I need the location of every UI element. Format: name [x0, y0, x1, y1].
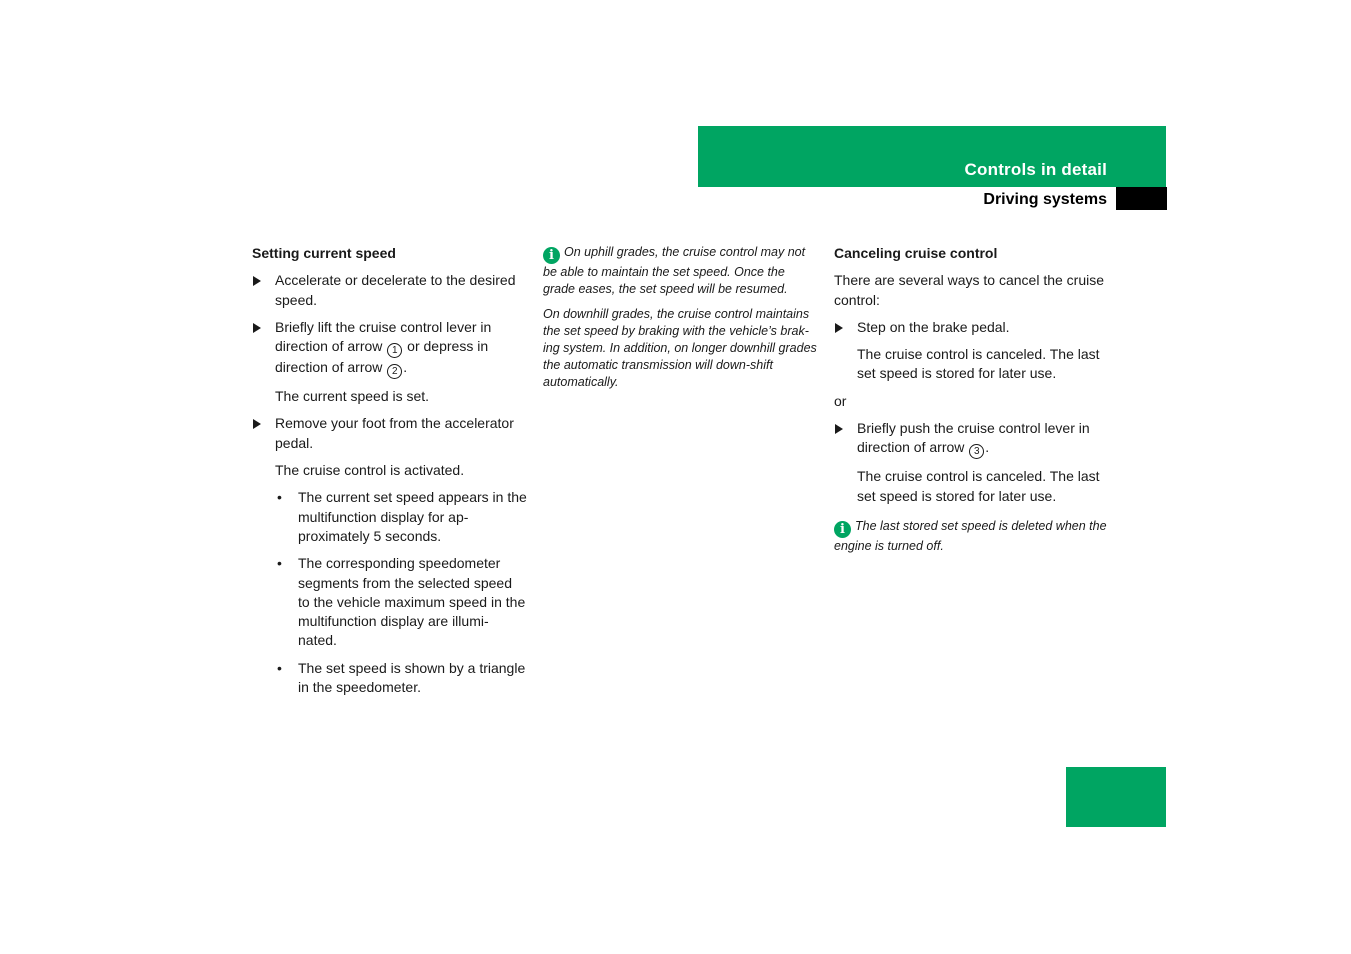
- subsection-title: Driving systems: [983, 191, 1107, 208]
- info-icon: i: [543, 247, 560, 264]
- canceling-heading: Canceling cruise control: [834, 245, 998, 261]
- bullet-dot: •: [277, 555, 282, 572]
- step-text: Step on the brake pedal.: [857, 318, 1010, 335]
- page-number: 439: [1263, 772, 1292, 791]
- right-column: [834, 244, 1109, 563]
- step-push-lever: [834, 419, 1109, 459]
- step-text: Briefly lift the cruise control lever in direction of arrow: [275, 318, 492, 355]
- or-separator: or: [834, 392, 847, 409]
- result-cruise-activated: The cruise control is activated.: [275, 462, 465, 479]
- triangle-right-icon: [835, 323, 843, 333]
- note-text: The last stored set speed is deleted when the engine is turned off.: [834, 518, 1107, 553]
- info-icon: i: [834, 521, 851, 538]
- page-number-box: [1066, 767, 1166, 827]
- result-speed-set: The current speed is set.: [275, 388, 430, 405]
- bullet-text: The current set speed appears in the multifunction display for ap-proximately 5 seconds.: [298, 489, 527, 544]
- bullet-dot: •: [277, 659, 282, 676]
- step-text: Remove your foot from the accelerator pedal.: [275, 415, 514, 451]
- result-canceled: The cruise control is canceled. The last set speed is stored for later use.: [857, 468, 1100, 504]
- bullet-item: [252, 554, 527, 650]
- step-accelerate: [252, 271, 527, 310]
- step-lift-lever: [252, 318, 527, 379]
- uphill-note: [543, 244, 819, 298]
- note-text: On uphill grades, the cruise control may not be able to maintain the set speed. Once the grade eases, the set speed will be resumed.: [543, 245, 806, 296]
- bullet-item: [252, 659, 527, 698]
- triangle-right-icon: [253, 419, 261, 429]
- triangle-right-icon: [835, 424, 843, 434]
- setting-speed-heading: Setting current speed: [252, 245, 396, 261]
- downhill-note: On downhill grades, the cruise control maintains the set speed by braking with the vehicle’s brak-ing system. In addition, on longer downhill grades the automatic transmission will down-shift automatically.: [543, 307, 817, 389]
- section-title: Controls in detail: [964, 160, 1107, 179]
- bullet-text: The corresponding speedometer segments from the selected speed to the vehicle maximum speed in the multifunction display are illumi-nated.: [298, 555, 526, 649]
- bullet-item: [252, 488, 527, 546]
- step-text: Briefly push the cruise control lever in direction of arrow: [857, 420, 1090, 456]
- step-remove-foot: [252, 414, 527, 453]
- middle-column: [543, 244, 819, 399]
- cancel-intro: There are several ways to cancel the cruise control:: [834, 272, 1105, 308]
- result-canceled: The cruise control is canceled. The last set speed is stored for later use.: [857, 346, 1100, 382]
- section-tab-marker: [1116, 187, 1167, 210]
- triangle-right-icon: [253, 323, 261, 333]
- bullet-dot: •: [277, 489, 282, 506]
- step-text: Accelerate or decelerate to the desired speed.: [275, 272, 516, 308]
- step-text-end: .: [403, 359, 408, 376]
- arrow-number-2: 2: [387, 364, 402, 379]
- deleted-speed-note: [834, 518, 1109, 555]
- triangle-right-icon: [253, 276, 261, 286]
- left-column: [252, 244, 527, 705]
- bullet-text: The set speed is shown by a triangle in the speedometer.: [298, 659, 526, 696]
- step-text: or depress in direction of arrow: [275, 338, 489, 376]
- step-text-end: .: [985, 439, 990, 456]
- arrow-number-1: 1: [387, 343, 402, 358]
- arrow-number-3: 3: [969, 444, 984, 459]
- step-brake: [834, 318, 1109, 337]
